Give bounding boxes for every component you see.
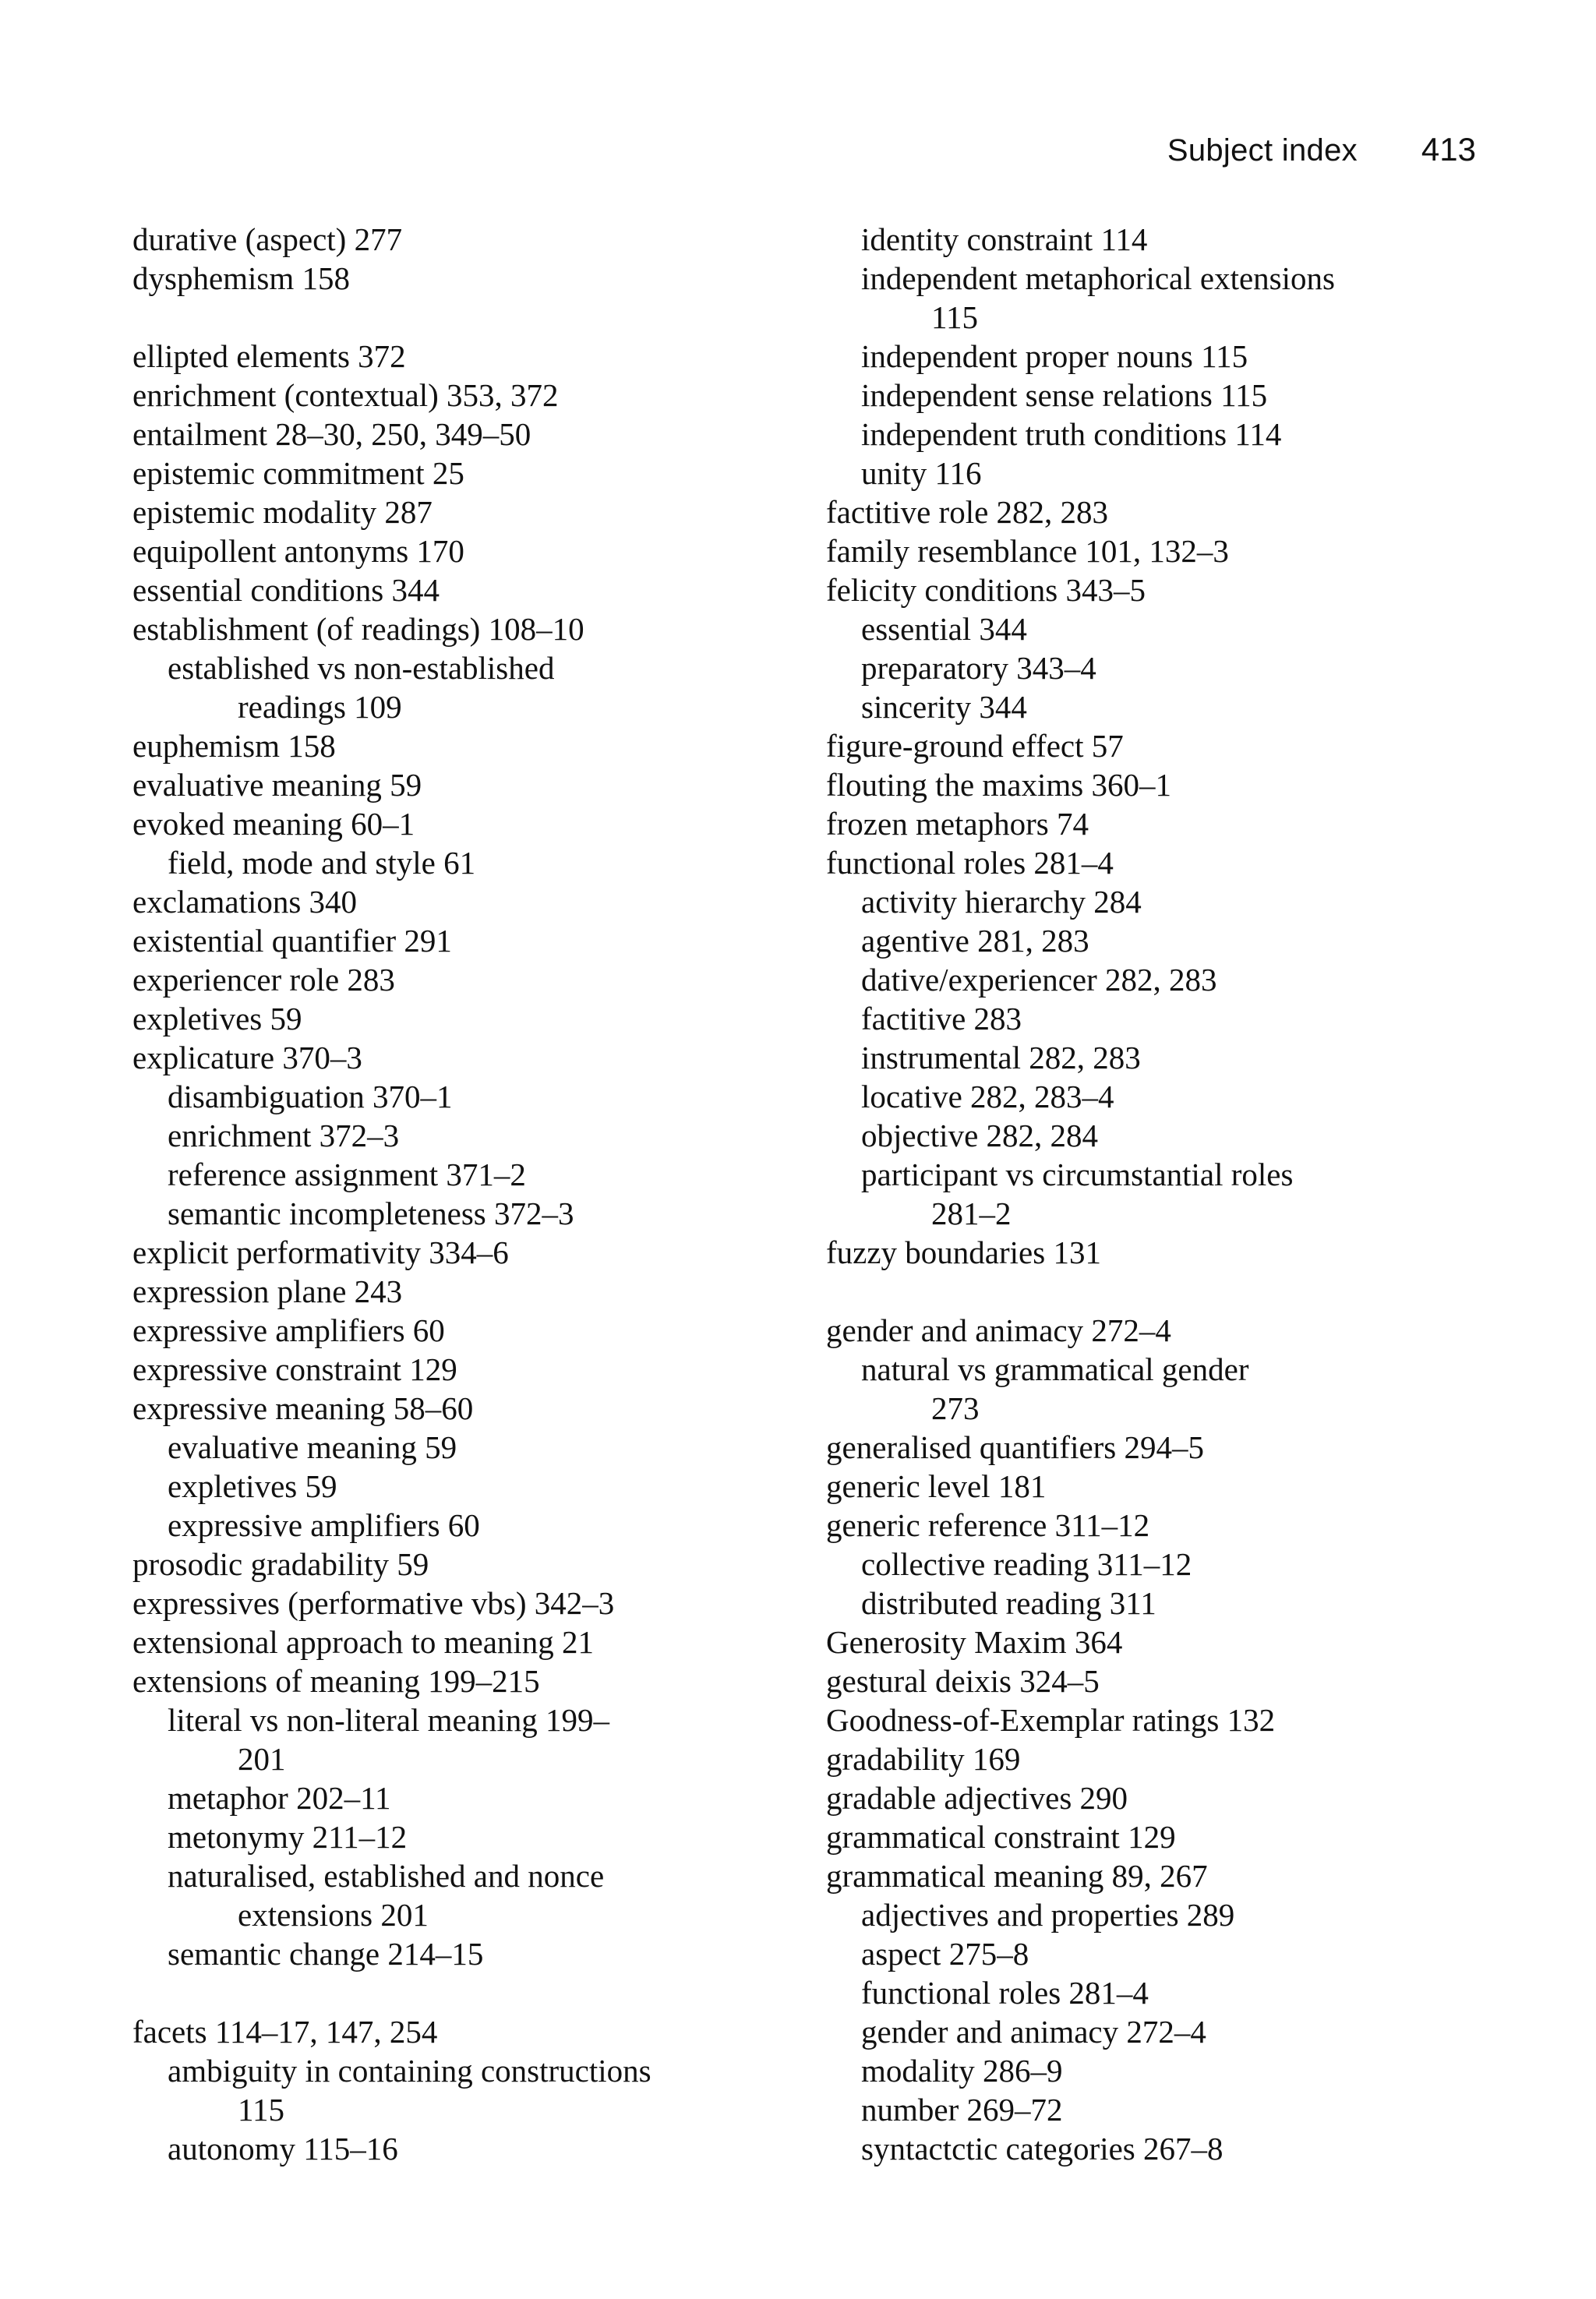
index-subentry: disambiguation 370–1 bbox=[168, 1079, 453, 1114]
index-entry: gender and animacy 272–4 bbox=[826, 1312, 1171, 1348]
index-entry: evaluative meaning 59 bbox=[132, 767, 422, 803]
index-subentry: preparatory 343–4 bbox=[861, 650, 1096, 686]
index-continuation: extensions 201 bbox=[238, 1897, 429, 1933]
index-entry: explicit performativity 334–6 bbox=[132, 1234, 509, 1270]
index-entry: generic level 181 bbox=[826, 1468, 1047, 1504]
index-entry: expressive amplifiers 60 bbox=[132, 1312, 445, 1348]
index-entry: exclamations 340 bbox=[132, 884, 358, 920]
index-subentry: number 269–72 bbox=[861, 2092, 1063, 2128]
index-entry: generic reference 311–12 bbox=[826, 1507, 1150, 1543]
running-title: Subject index bbox=[1167, 133, 1358, 168]
index-subentry: reference assignment 371–2 bbox=[168, 1157, 526, 1192]
index-subentry: metonymy 211–12 bbox=[168, 1819, 408, 1855]
index-subentry: sincerity 344 bbox=[861, 689, 1027, 725]
index-entry: felicity conditions 343–5 bbox=[826, 572, 1146, 608]
index-entry: establishment (of readings) 108–10 bbox=[132, 611, 584, 647]
running-head bbox=[1167, 131, 1476, 168]
index-entry: ellipted elements 372 bbox=[132, 338, 406, 374]
index-entry: extensional approach to meaning 21 bbox=[132, 1624, 595, 1660]
index-subentry: expletives 59 bbox=[168, 1468, 337, 1504]
index-entry: existential quantifier 291 bbox=[132, 923, 452, 959]
index-subentry: gender and animacy 272–4 bbox=[861, 2014, 1206, 2050]
index-continuation: 115 bbox=[238, 2092, 284, 2128]
index-entry: expressive constraint 129 bbox=[132, 1351, 457, 1387]
index-continuation: 115 bbox=[931, 299, 978, 335]
index-subentry: identity constraint 114 bbox=[861, 221, 1148, 257]
index-subentry: metaphor 202–11 bbox=[168, 1780, 391, 1816]
index-continuation: readings 109 bbox=[238, 689, 402, 725]
index-subentry: modality 286–9 bbox=[861, 2053, 1063, 2089]
index-subentry: independent truth conditions 114 bbox=[861, 416, 1282, 452]
index-subentry: ambiguity in containing constructions bbox=[168, 2053, 651, 2089]
index-entry: entailment 28–30, 250, 349–50 bbox=[132, 416, 531, 452]
index-subentry: independent proper nouns 115 bbox=[861, 338, 1248, 374]
index-entry: epistemic modality 287 bbox=[132, 494, 433, 530]
index-entry: generalised quantifiers 294–5 bbox=[826, 1429, 1205, 1465]
index-subentry: objective 282, 284 bbox=[861, 1118, 1099, 1153]
index-entry: gestural deixis 324–5 bbox=[826, 1663, 1100, 1699]
index-subentry: agentive 281, 283 bbox=[861, 923, 1089, 959]
index-entry: Goodness-of-Exemplar ratings 132 bbox=[826, 1702, 1276, 1738]
index-subentry: factitive 283 bbox=[861, 1001, 1022, 1036]
index-entry: fuzzy boundaries 131 bbox=[826, 1234, 1101, 1270]
index-entry: extensions of meaning 199–215 bbox=[132, 1663, 540, 1699]
index-continuation: 201 bbox=[238, 1741, 286, 1777]
index-column-left bbox=[132, 220, 818, 2168]
index-subentry: literal vs non-literal meaning 199– bbox=[168, 1702, 610, 1738]
index-entry: expletives 59 bbox=[132, 1001, 302, 1036]
index-subentry: semantic change 214–15 bbox=[168, 1936, 484, 1972]
index-entry: facets 114–17, 147, 254 bbox=[132, 2014, 438, 2050]
index-subentry: natural vs grammatical gender bbox=[861, 1351, 1249, 1387]
page-number: 413 bbox=[1421, 131, 1476, 168]
index-entry: factitive role 282, 283 bbox=[826, 494, 1109, 530]
index-entry: figure-ground effect 57 bbox=[826, 728, 1124, 764]
index-entry: euphemism 158 bbox=[132, 728, 336, 764]
index-subentry: dative/experiencer 282, 283 bbox=[861, 962, 1217, 998]
index-entry: expressives (performative vbs) 342–3 bbox=[132, 1585, 615, 1621]
index-entry: Generosity Maxim 364 bbox=[826, 1624, 1123, 1660]
index-entry: flouting the maxims 360–1 bbox=[826, 767, 1171, 803]
index-subentry: unity 116 bbox=[861, 455, 982, 491]
index-subentry: collective reading 311–12 bbox=[861, 1546, 1192, 1582]
index-subentry: established vs non-established bbox=[168, 650, 555, 686]
index-entry: durative (aspect) 277 bbox=[132, 221, 403, 257]
index-entry: equipollent antonyms 170 bbox=[132, 533, 464, 569]
index-subentry: enrichment 372–3 bbox=[168, 1118, 400, 1153]
index-entry: gradable adjectives 290 bbox=[826, 1780, 1128, 1816]
index-subentry: distributed reading 311 bbox=[861, 1585, 1156, 1621]
index-subentry: expressive amplifiers 60 bbox=[168, 1507, 480, 1543]
index-subentry: locative 282, 283–4 bbox=[861, 1079, 1114, 1114]
index-entry: dysphemism 158 bbox=[132, 260, 351, 296]
index-letter-gap bbox=[826, 1272, 1512, 1311]
index-entry: experiencer role 283 bbox=[132, 962, 395, 998]
index-subentry: semantic incompleteness 372–3 bbox=[168, 1195, 574, 1231]
index-subentry: instrumental 282, 283 bbox=[861, 1040, 1141, 1075]
index-column-right bbox=[826, 220, 1512, 2168]
index-entry: expressive meaning 58–60 bbox=[132, 1390, 474, 1426]
index-entry: prosodic gradability 59 bbox=[132, 1546, 429, 1582]
index-subentry: aspect 275–8 bbox=[861, 1936, 1029, 1972]
index-subentry: essential 344 bbox=[861, 611, 1027, 647]
index-subentry: functional roles 281–4 bbox=[861, 1975, 1149, 2011]
index-entry: family resemblance 101, 132–3 bbox=[826, 533, 1229, 569]
index-entry: functional roles 281–4 bbox=[826, 845, 1114, 881]
index-entry: grammatical meaning 89, 267 bbox=[826, 1858, 1208, 1894]
index-entry: epistemic commitment 25 bbox=[132, 455, 464, 491]
index-entry: evoked meaning 60–1 bbox=[132, 806, 415, 842]
index-entry: enrichment (contextual) 353, 372 bbox=[132, 377, 559, 413]
index-subentry: activity hierarchy 284 bbox=[861, 884, 1142, 920]
index-continuation: 273 bbox=[931, 1390, 980, 1426]
index-subentry: autonomy 115–16 bbox=[168, 2131, 398, 2167]
index-letter-gap bbox=[132, 1973, 818, 2012]
index-subentry: participant vs circumstantial roles bbox=[861, 1157, 1294, 1192]
index-entry: expression plane 243 bbox=[132, 1273, 403, 1309]
index-subentry: independent metaphorical extensions bbox=[861, 260, 1335, 296]
index-entry: explicature 370–3 bbox=[132, 1040, 362, 1075]
index-entry: grammatical constraint 129 bbox=[826, 1819, 1176, 1855]
index-continuation: 281–2 bbox=[931, 1195, 1012, 1231]
index-letter-gap bbox=[132, 298, 818, 337]
index-subentry: syntactctic categories 267–8 bbox=[861, 2131, 1223, 2167]
index-subentry: adjectives and properties 289 bbox=[861, 1897, 1235, 1933]
index-subentry: field, mode and style 61 bbox=[168, 845, 476, 881]
index-subentry: independent sense relations 115 bbox=[861, 377, 1268, 413]
index-entry: gradability 169 bbox=[826, 1741, 1021, 1777]
index-subentry: evaluative meaning 59 bbox=[168, 1429, 457, 1465]
index-entry: frozen metaphors 74 bbox=[826, 806, 1089, 842]
index-subentry: naturalised, established and nonce bbox=[168, 1858, 605, 1894]
index-entry: essential conditions 344 bbox=[132, 572, 440, 608]
